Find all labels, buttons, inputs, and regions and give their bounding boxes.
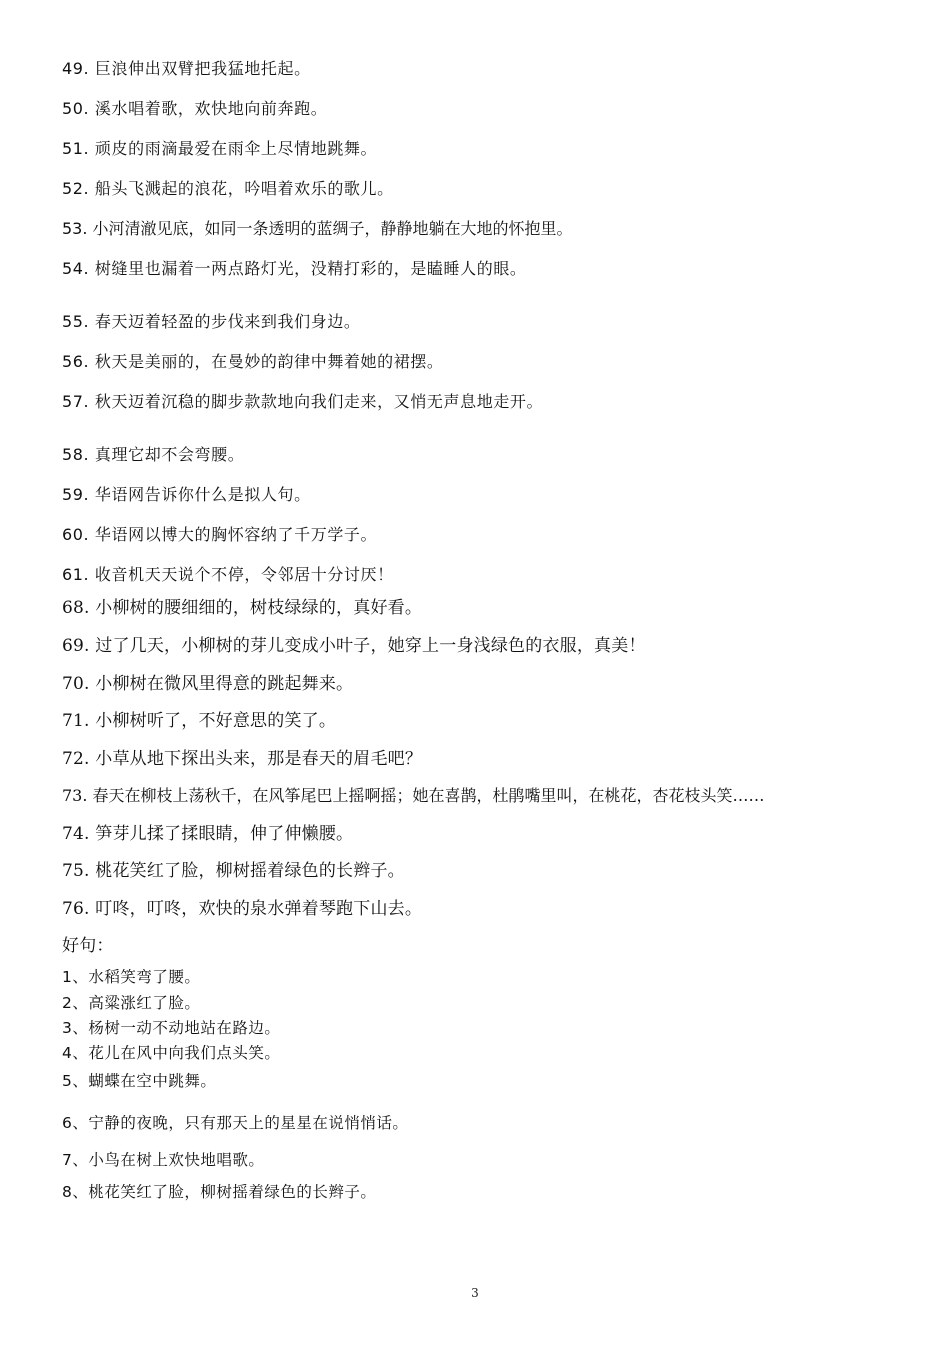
sentence-75: 75. 桃花笑红了脸，柳树摇着绿色的长辫子。 <box>62 861 405 881</box>
sentence-73: 73. 春天在柳枝上荡秋千，在风筝尾巴上摇啊摇；她在喜鹊，杜鹃嘴里叫，在桃花，杏花枝头笑…… <box>62 786 765 805</box>
sentence-68: 68. 小柳树的腰细细的，树枝绿绿的，真好看。 <box>62 598 423 618</box>
sentence-72: 72. 小草从地下探出头来，那是春天的眉毛吧？ <box>62 749 423 769</box>
sentence-51: 51. 顽皮的雨滴最爱在雨伞上尽情地跳舞。 <box>62 139 378 158</box>
sentence-74: 74. 笋芽儿揉了揉眼睛，伸了伸懒腰。 <box>62 824 354 844</box>
section-heading: 好句： <box>62 936 114 956</box>
sentence-52: 52. 船头飞溅起的浪花，吟唱着欢乐的歌儿。 <box>62 179 394 198</box>
sentence-53: 53. 小河清澈见底，如同一条透明的蓝绸子，静静地躺在大地的怀抱里。 <box>62 219 573 238</box>
sentence-61: 61. 收音机天天说个不停，令邻居十分讨厌！ <box>62 565 394 584</box>
sentence-69: 69. 过了几天，小柳树的芽儿变成小叶子，她穿上一身浅绿色的衣服，真美！ <box>62 636 646 656</box>
sentence-56: 56. 秋天是美丽的，在曼妙的韵律中舞着她的裙摆。 <box>62 352 444 371</box>
good-sentence-8: 8、桃花笑红了脸，柳树摇着绿色的长辫子。 <box>62 1183 377 1201</box>
good-sentence-1: 1、水稻笑弯了腰。 <box>62 968 201 986</box>
good-sentence-2: 2、高粱涨红了脸。 <box>62 994 201 1012</box>
good-sentence-3: 3、杨树一动不动地站在路边。 <box>62 1019 281 1037</box>
sentence-71: 71. 小柳树听了，不好意思的笑了。 <box>62 711 337 731</box>
good-sentence-6: 6、宁静的夜晚，只有那天上的星星在说悄悄话。 <box>62 1114 409 1132</box>
sentence-55: 55. 春天迈着轻盈的步伐来到我们身边。 <box>62 312 361 331</box>
good-sentence-7: 7、小鸟在树上欢快地唱歌。 <box>62 1151 265 1169</box>
sentence-59: 59. 华语网告诉你什么是拟人句。 <box>62 485 311 504</box>
sentence-54: 54. 树缝里也漏着一两点路灯光，没精打彩的，是瞌睡人的眼。 <box>62 259 527 278</box>
sentence-50: 50. 溪水唱着歌，欢快地向前奔跑。 <box>62 99 328 118</box>
page-number: 3 <box>471 1286 479 1300</box>
good-sentence-5: 5、蝴蝶在空中跳舞。 <box>62 1072 217 1090</box>
sentence-49: 49. 巨浪伸出双臂把我猛地托起。 <box>62 59 311 78</box>
sentence-70: 70. 小柳树在微风里得意的跳起舞来。 <box>62 674 354 694</box>
sentence-57: 57. 秋天迈着沉稳的脚步款款地向我们走来，又悄无声息地走开。 <box>62 392 544 411</box>
sentence-58: 58. 真理它却不会弯腰。 <box>62 445 245 464</box>
sentence-76: 76. 叮咚，叮咚，欢快的泉水弹着琴跑下山去。 <box>62 899 423 919</box>
sentence-60: 60. 华语网以博大的胸怀容纳了千万学子。 <box>62 525 378 544</box>
good-sentence-4: 4、花儿在风中向我们点头笑。 <box>62 1044 281 1062</box>
